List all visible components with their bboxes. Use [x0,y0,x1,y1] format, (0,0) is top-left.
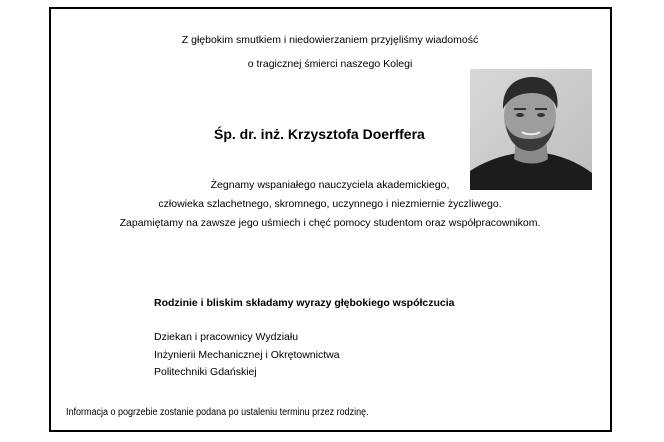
farewell-line-2: człowieka szlachetnego, skromnego, uczynnego i niezmiernie życzliwego. [158,198,502,210]
portrait-icon [470,69,592,190]
funeral-info: Informacja o pogrzebie zostanie podana po ustaleniu terminu przez rodzinę. [66,407,369,418]
signature-line-2: Inżynierii Mechanicznej i Okrętownictwa [154,349,340,361]
intro-line-1: Z głębokim smutkiem i niedowierzaniem przyjęliśmy wiadomość [181,34,479,46]
farewell-line-3: Zapamiętamy na zawsze jego uśmiech i chęć pomocy studentom oraz współpracownikom. [119,217,541,229]
deceased-name: Śp. dr. inż. Krzysztofa Doerffera [214,126,425,142]
farewell-line-1: Żegnamy wspaniałego nauczyciela akademickiego, [210,179,450,191]
portrait-photo [470,69,592,190]
signature-line-3: Politechniki Gdańskiej [154,366,257,378]
signature-line-1: Dziekan i pracownicy Wydziału [154,331,299,343]
intro-line-2: o tragicznej śmierci naszego Kolegi [247,58,413,70]
condolences-text: Rodzinie i bliskim składamy wyrazy głębokiego współczucia [154,297,455,309]
